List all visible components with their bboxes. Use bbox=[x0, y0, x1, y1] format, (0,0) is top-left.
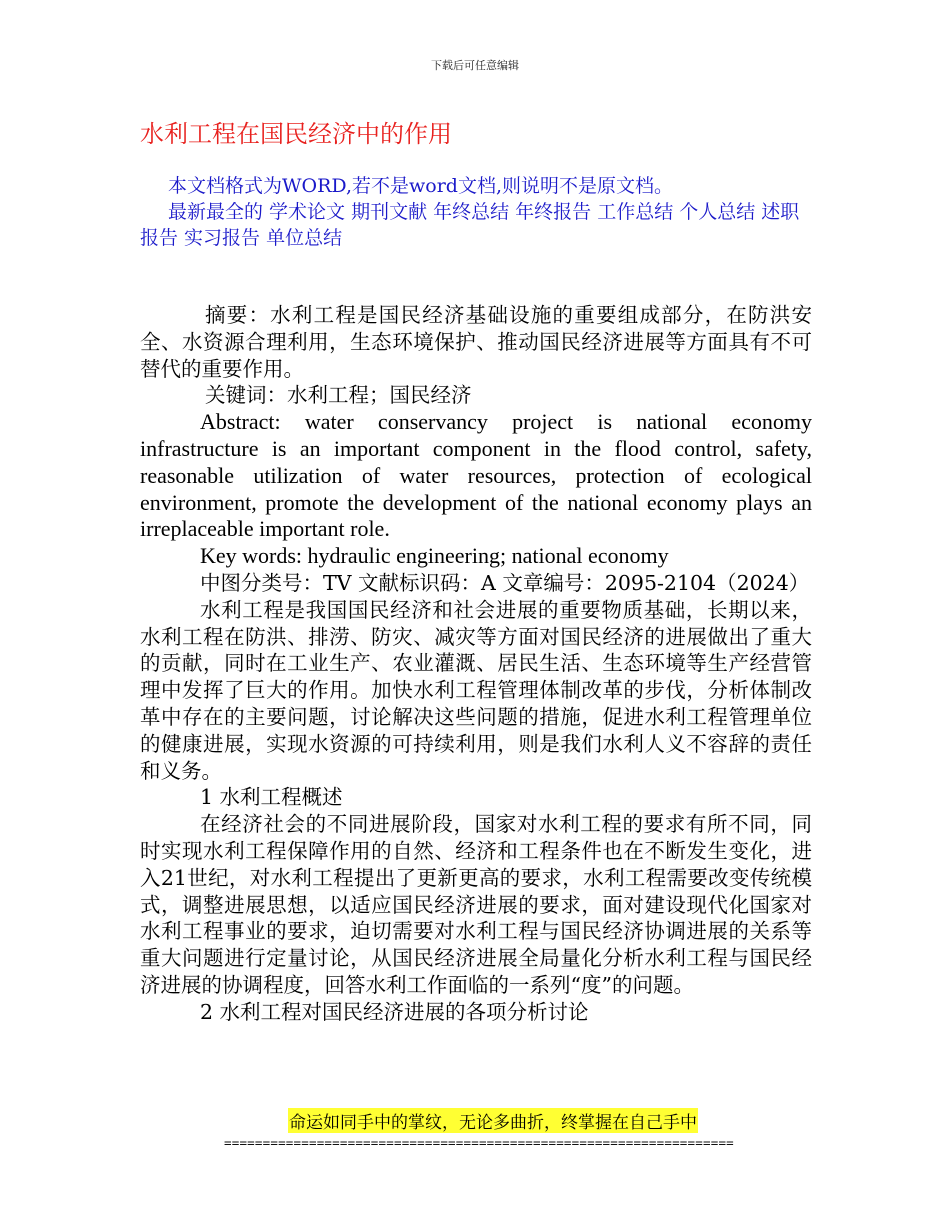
footer-motto: 命运如同手中的掌纹，无论多曲折，终掌握在自己手中 bbox=[288, 1108, 698, 1133]
format-notice bbox=[140, 173, 812, 251]
page-header: 下载后可任意编辑 bbox=[431, 59, 519, 72]
intro-paragraph: 水利工程是我国国民经济和社会进展的重要物质基础，长期以来，水利工程在防洪、排涝、防灾、减灾等方面对国民经济的进展做出了重大的贡献，同时在工业生产、农业灌溉、居民生活、生态环境等生产经营管理中发挥了巨大的作用。加快水利工程管理体制改革的步伐，分析体制改革中存在的主要问题，讨论解决这些问题的措施，促进水利工程管理单位的健康进展，实现水资源的可持续利用，则是我们水利人义不容辞的责任和义务。 bbox=[140, 597, 812, 783]
notice-line-categories: 最新最全的 学术论文 期刊文献 年终总结 年终报告 工作总结 个人总结 述职报告 实习报告 单位总结 bbox=[140, 201, 800, 249]
document-body bbox=[140, 302, 812, 1026]
keywords-chinese: 关键词：水利工程；国民经济 bbox=[205, 383, 472, 408]
section-1-paragraph: 在经济社会的不同进展阶段，国家对水利工程的要求有所不同，同时实现水利工程保障作用的自然、经济和工程条件也在不断发生变化，进入21世纪，对水利工程提出了更新更高的要求，水利工程需要改变传统模式，调整进展思想，以适应国民经济进展的要求，面对建设现代化国家对水利工程事业的要求，迫切需要对水利工程与国民经济协调进展的关系等重大问题进行定量讨论，从国民经济进展全局量化分析水利工程与国民经济进展的协调程度，回答水利工作面临的一系列“度”的问题。 bbox=[140, 812, 812, 997]
abstract-english: Abstract: water conservancy project is national economy infrastructure is an important component in the flood control, safety, reasonable utilization of water resources, protection of ecological environment, promote the development of the national economy plays an irreplaceable important role. bbox=[140, 409, 812, 542]
abstract-chinese: 摘要：水利工程是国民经济基础设施的重要组成部分，在防洪安全、水资源合理利用，生态环境保护、推动国民经济进展等方面具有不可替代的重要作用。 bbox=[140, 303, 812, 381]
keywords-english: Key words: hydraulic engineering; national economy bbox=[200, 543, 669, 569]
section-1-heading: 1 水利工程概述 bbox=[200, 785, 343, 810]
notice-line-format: 本文档格式为WORD,若不是word文档,则说明不是原文档。 bbox=[168, 175, 673, 197]
section-2-heading: 2 水利工程对国民经济进展的各项分析讨论 bbox=[200, 999, 589, 1024]
footer-divider: ================================================================== bbox=[224, 1135, 734, 1150]
document-title: 水利工程在国民经济中的作用 bbox=[140, 120, 452, 148]
classification-line: 中图分类号：TV 文献标识码：A 文章编号：2095-2104（2024） bbox=[200, 570, 810, 595]
